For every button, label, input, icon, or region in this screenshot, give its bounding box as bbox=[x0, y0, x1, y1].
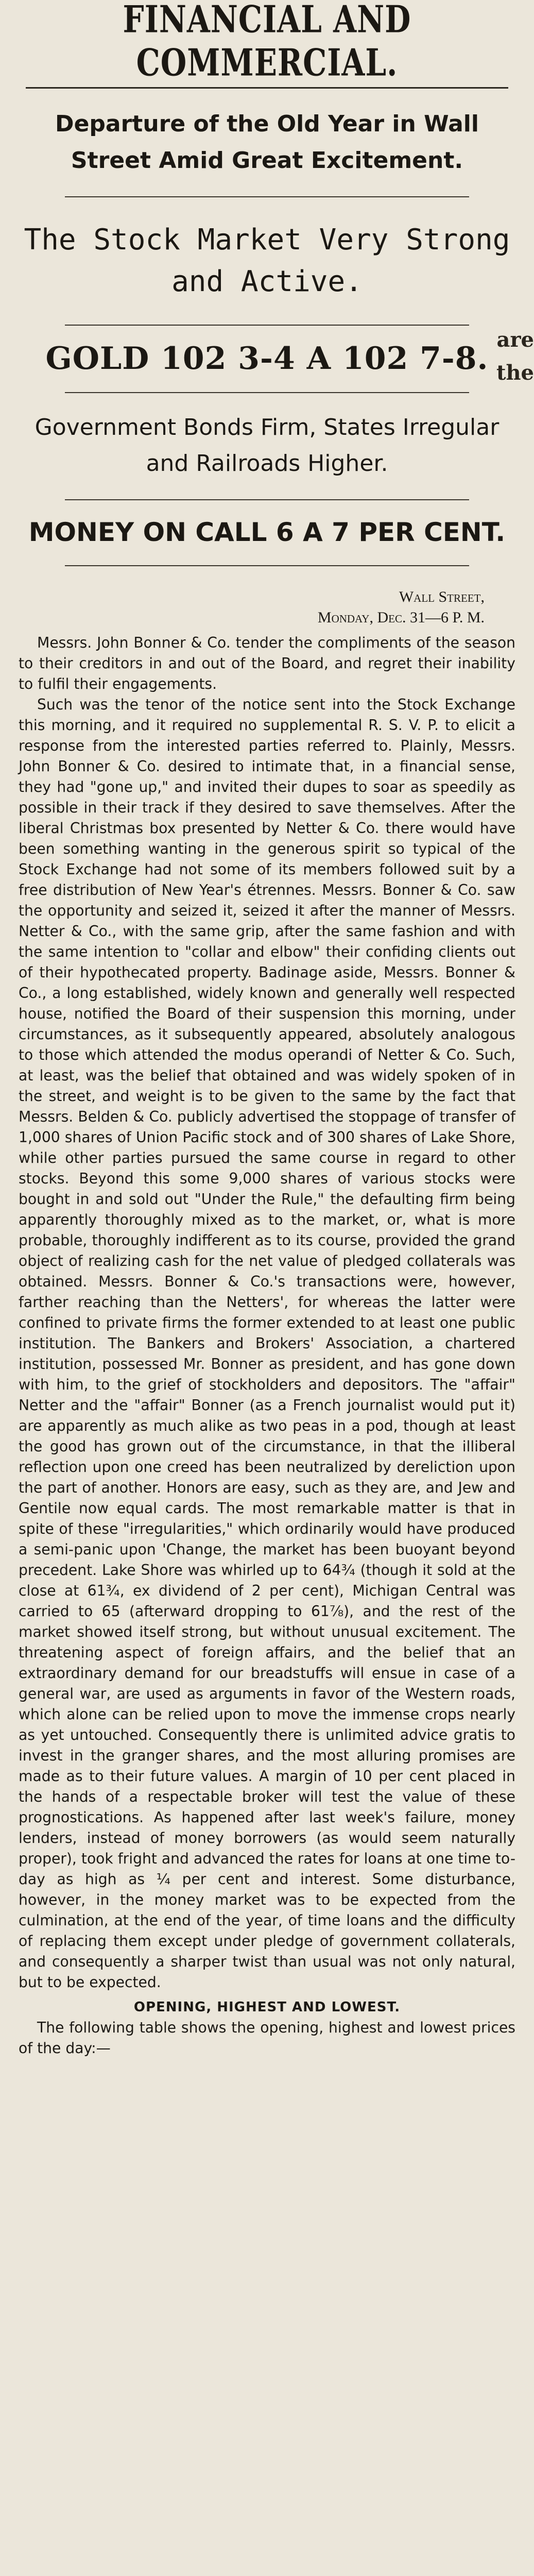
masthead: FINANCIAL AND COMMERCIAL. bbox=[123, 0, 411, 84]
paragraph-main: Such was the tenor of the notice sent into the Stock Exchange this morning, and it required no supplemental R. S. V. P. to elicit a response from the interested parties referred to. Plainly, Messrs. John Bonner & Co. desired to intimate that, in a financial sense, they had "gone up," and invited their dupes to soar as speedily as possible in their track if they desired to save themselves. After the liberal Christmas box presented by Netter & Co. there would have been something wanting in the generous spirit so typical of the Stock Exchange had not some of its members followed suit by a free distribution of New Year's étrennes. Messrs. Bonner & Co. saw the opportunity and seized it, seized it after the manner of Messrs. Netter & Co., with the same grip, after the same fashion and with the same intention to "collar and elbow" their confiding clients out of their hypothecated property. Badinage aside, Messrs. Bonner & Co., a long established, widely known and generally well respected house, notified the Board of their suspension this morning, under circumstances, as it subsequently appeared, absolutely analogous to those which attended the modus operandi of Netter & Co. Such, at least, was the belief that obtained and was widely spoken of in the street, and weight is to be given to the same by the fact that Messrs. Belden & Co. publicly advertised the stoppage of transfer of 1,000 shares of Union Pacific stock and of 300 shares of Lake Shore, while other parties pursued the same course in regard to other stocks. Beyond this some 9,000 shares of various stocks were bought in and sold out "Under the Rule," the defaulting firm being apparently thoroughly mixed as to the market, or, what is more probable, thoroughly indifferent as to its course, provided the grand object of realizing cash for the net value of pledged collaterals was obtained. Messrs. Bonner & Co.'s transactions were, however, farther reaching than the Netters', for whereas the latter were confined to private firms the former extended to at least one public institution. The Bankers and Brokers' Association, a chartered institution, possessed Mr. Bonner as president, and has gone down with him, to the grief of stockholders and depositors. The "affair" Netter and the "affair" Bonner (as a French journalist would put it) are apparently as much alike as two peas in a pod, though at least the good has grown out of the circumstance, in that the illiberal reflection upon one creed has been neutralized by dereliction upon the part of another. Honors are easy, such as they are, and Jew and Gentile now equal cards. The most remarkable matter is that in spite of these "irregularities," which ordinarily would have produced a semi-panic upon 'Change, the market has been buoyant beyond precedent. Lake Shore was whirled up to 64¾ (though it sold at the close at 61¾, ex dividend of 2 per cent), Michigan Central was carried to 65 (afterward dropping to 61⅞), and the rest of the market showed itself strong, but without unusual excitement. The threatening aspect of foreign affairs, and the belief that an extraordinary demand for our breadstuffs will ensue in case of a general war, are used as arguments in favor of the Western roads, which alone can be relied upon to move the immense crops nearly as yet untouched. Consequently there is unlimited advice gratis to invest in the granger shares, and the most alluring promises are made as to their future values. A margin of 10 per cent placed in the hands of a respectable broker will test the value of these prognostications. As happened after last week's failure, money lenders, instead of money borrowers (as would seem naturally proper), took fright and advanced the rates for loans at one time to-day as high as ¼ per cent and interest. Some disturbance, however, in the money market was to be expected from the culmination, at the end of the year, of time loans and the difficulty of replacing them except under pledge of government collaterals, and consequently a sharper twist than usual was not only natural, but to be expected. bbox=[19, 696, 515, 1991]
article-body bbox=[19, 629, 515, 2059]
headline-money-on-call: MONEY ON CALL 6 A 7 PER CENT. bbox=[28, 517, 506, 548]
headline-government-bonds: Government Bonds Firm, States Irregular and Railroads Higher. bbox=[35, 414, 499, 477]
dateline-place: Wall Street, bbox=[399, 588, 485, 605]
article-column bbox=[19, 0, 515, 2059]
paragraph-notice: Messrs. John Bonner & Co. tender the compliments of the season to their creditors in and out of the Board, and regret their inability to fulfil their engagements. bbox=[19, 634, 515, 692]
paragraph-table-intro: The following table shows the opening, highest and lowest prices of the day:— bbox=[19, 2019, 515, 2057]
adjacent-column-fragment: the bbox=[496, 361, 534, 385]
adjacent-column-fragment: are bbox=[496, 328, 534, 352]
headline-departure: Departure of the Old Year in Wall Street Amid Great Excitement. bbox=[55, 111, 479, 174]
headline-gold: GOLD 102 3-4 A 102 7-8. bbox=[45, 340, 489, 377]
headline-stock-market: The Stock Market Very Strong and Active. bbox=[24, 223, 510, 299]
table-subhead: OPENING, HIGHEST AND LOWEST. bbox=[133, 1999, 401, 2015]
dateline bbox=[19, 566, 515, 629]
dateline-date: Monday, Dec. 31—6 P. M. bbox=[317, 609, 485, 626]
